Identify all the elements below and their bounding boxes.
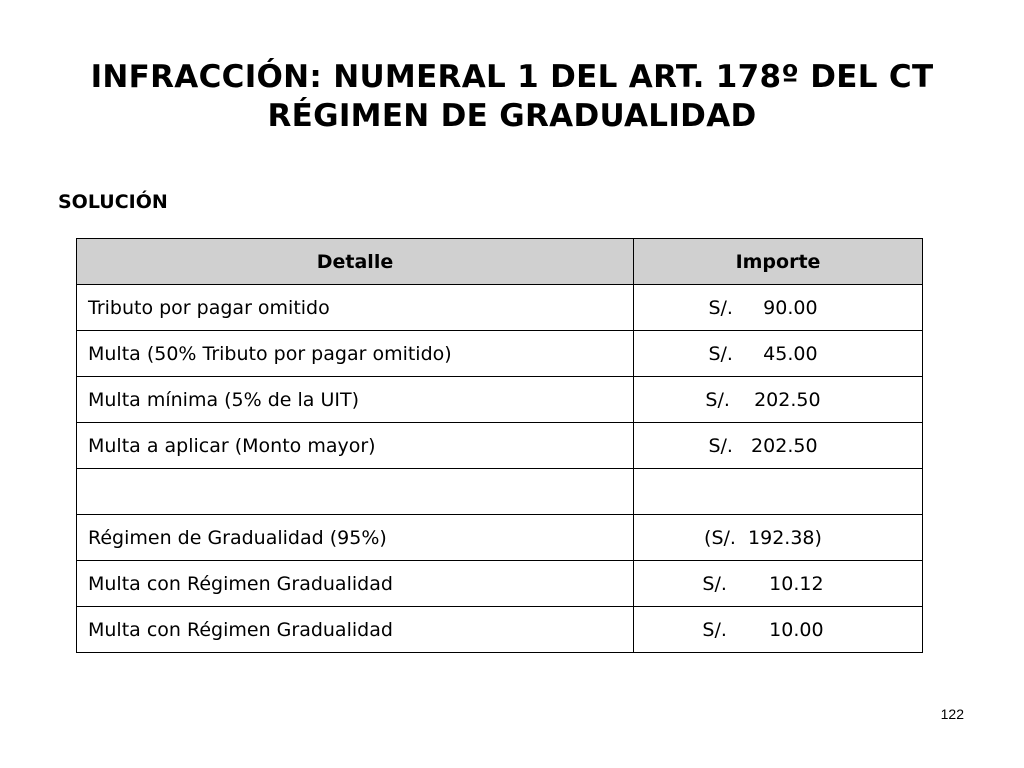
slide-title (0, 58, 1024, 136)
table-row-empty (77, 469, 923, 515)
table-row (77, 285, 923, 331)
amount-cell: S/. 202.50 (634, 423, 923, 469)
amount-cell: S/. 10.12 (634, 561, 923, 607)
amount-cell: (S/. 192.38) (634, 515, 923, 561)
slide-title-line-2: RÉGIMEN DE GRADUALIDAD (267, 98, 757, 134)
table-row (77, 607, 923, 653)
detail-cell: Régimen de Gradualidad (95%) (77, 515, 634, 561)
amount-cell: S/. 202.50 (634, 377, 923, 423)
table-row (77, 331, 923, 377)
amount-cell: S/. 45.00 (634, 331, 923, 377)
detail-cell: Multa mínima (5% de la UIT) (77, 377, 634, 423)
column-header-importe: Importe (634, 239, 923, 285)
detail-cell: Multa con Régimen Gradualidad (77, 607, 634, 653)
detail-cell: Multa a aplicar (Monto mayor) (77, 423, 634, 469)
detail-cell (77, 469, 634, 515)
table-row (77, 423, 923, 469)
table-row (77, 561, 923, 607)
table-row (77, 515, 923, 561)
amount-cell (634, 469, 923, 515)
column-header-detalle: Detalle (77, 239, 634, 285)
table-row (77, 377, 923, 423)
amount-cell: S/. 90.00 (634, 285, 923, 331)
page-number: 122 (940, 706, 964, 722)
detail-cell: Tributo por pagar omitido (77, 285, 634, 331)
detail-cell: Multa (50% Tributo por pagar omitido) (77, 331, 634, 377)
detail-cell: Multa con Régimen Gradualidad (77, 561, 634, 607)
amount-cell: S/. 10.00 (634, 607, 923, 653)
section-label: SOLUCIÓN (58, 191, 168, 213)
table-header-row (77, 239, 923, 285)
fine-calculation-table (76, 238, 923, 653)
slide-title-line-1: INFRACCIÓN: NUMERAL 1 DEL ART. 178º DEL CT (90, 59, 934, 95)
